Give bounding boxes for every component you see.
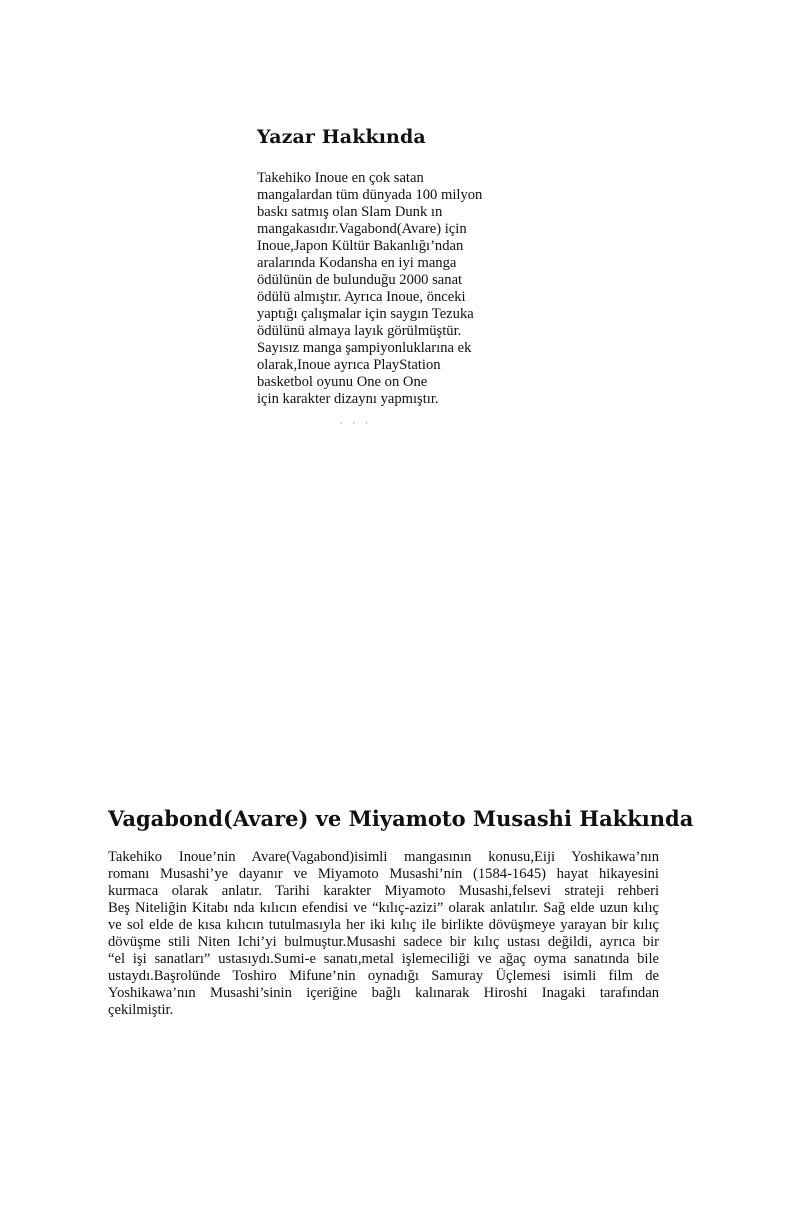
vagabond-paragraph: [108, 849, 659, 1019]
paragraph-line: Takehiko Inoue’nin Avare(Vagabond)isimli mangasının konusu,Eiji Yoshikawa’nın: [108, 849, 659, 865]
author-line: aralarında Kodansha en iyi manga: [257, 255, 457, 271]
author-line: Inoue,Japon Kültür Bakanlığı’ndan: [257, 238, 464, 254]
author-line: mangalardan tüm dünyada 100 milyon: [257, 187, 483, 203]
author-line: baskı satmış olan Slam Dunk ın: [257, 204, 443, 220]
author-section-title: Yazar Hakkında: [257, 126, 426, 148]
paragraph-line: ve sol elde de kısa kılıcın tutulmasıyla her iki kılıç ile birlikte dövüşmeye yarayan bir kılıç: [108, 917, 659, 933]
author-line: Takehiko Inoue en çok satan: [257, 170, 424, 186]
paragraph-line: dövüşme stili Niten Ichi’yi bulmuştur.Musashi sadece bir kılıç ustası değildi, ayrıca bir: [108, 934, 659, 950]
paragraph-line: “el işi sanatları” ustasıydı.Sumi-e sanatı,metal işlemeciliği ve ağaç oyma sanatında bile: [108, 951, 659, 967]
author-section: [257, 126, 507, 408]
author-line: Sayısız manga şampiyonluklarına ek: [257, 340, 472, 356]
paragraph-line: Yoshikawa’nın Musashi’sinin içeriğine bağlı kalınarak Hiroshi Inagaki tarafından: [108, 985, 659, 1001]
author-line: olarak,Inoue ayrıca PlayStation: [257, 357, 441, 373]
vagabond-section-title: Vagabond(Avare) ve Miyamoto Musashi Hakkında: [108, 806, 694, 831]
author-line: ödülü almıştır. Ayrıca Inoue, önceki: [257, 289, 466, 305]
author-line: basketbol oyunu One on One: [257, 374, 428, 390]
author-line: ödülünü almaya layık görülmüştür.: [257, 323, 462, 339]
decorative-dots: ···: [340, 419, 378, 428]
paragraph-line: kurmaca olarak anlatır. Tarihi karakter Miyamoto Musashi,felsevi strateji rehberi: [108, 883, 659, 899]
vagabond-section: [108, 806, 694, 1019]
paragraph-line: romanı Musashi’ye dayanır ve Miyamoto Musashi’nin (1584-1645) hayat hikayesini: [108, 866, 659, 882]
author-line: yaptığı çalışmalar için saygın Tezuka: [257, 306, 474, 322]
author-line: için karakter dizaynı yapmıştır.: [257, 391, 439, 407]
paragraph-line: Beş Niteliğin Kitabı nda kılıcın efendisi ve “kılıç-azizi” olarak anlatılır. Sağ elde uzun kılıç: [108, 900, 659, 916]
paragraph-line: ustaydı.Başrolünde Toshiro Mifune’nin oynadığı Samuray Üçlemesi isimli film de: [108, 968, 659, 984]
paragraph-line: çekilmiştir.: [108, 1002, 174, 1018]
author-paragraph: [257, 170, 507, 408]
author-line: ödülünün de bulunduğu 2000 sanat: [257, 272, 463, 288]
author-line: mangakasıdır.Vagabond(Avare) için: [257, 221, 467, 237]
